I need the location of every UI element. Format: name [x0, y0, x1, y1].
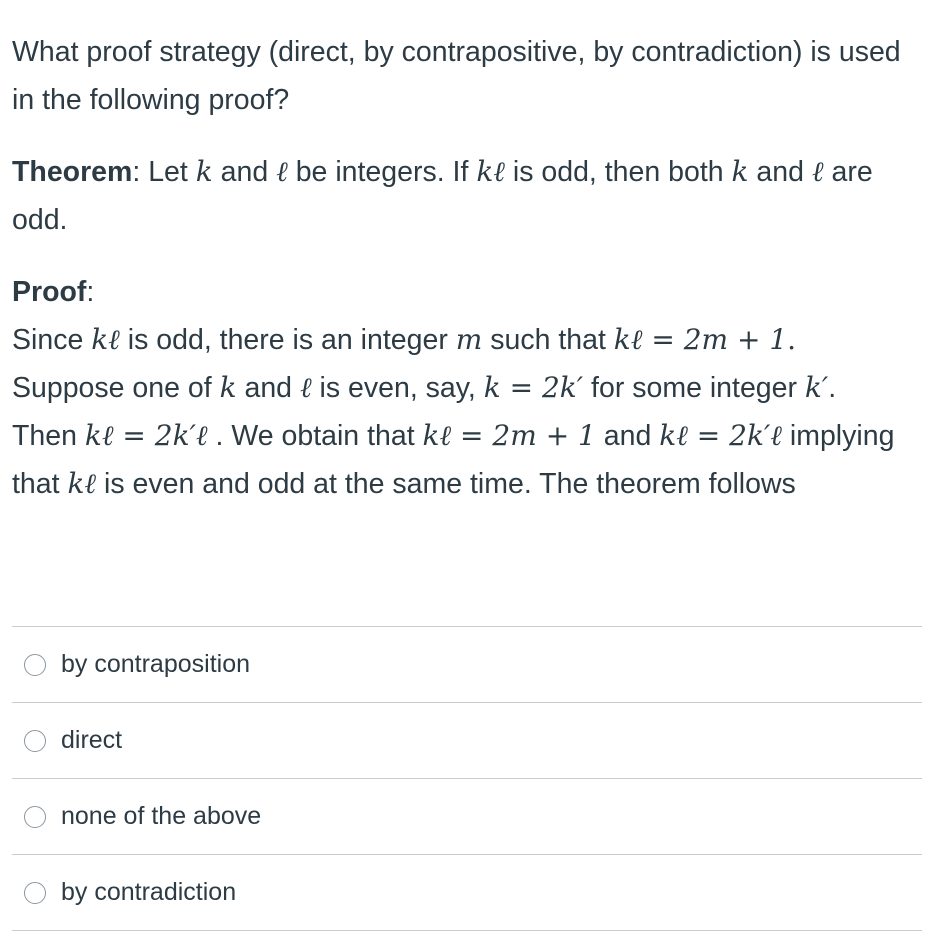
answer-list [12, 626, 922, 931]
answer-option-contradiction[interactable] [12, 855, 922, 931]
answer-label: direct [61, 726, 123, 754]
answer-option-direct[interactable] [12, 703, 922, 779]
radio-button-icon[interactable] [24, 730, 46, 752]
radio-button-icon[interactable] [24, 882, 46, 904]
answer-label: by contradiction [61, 878, 237, 906]
radio-button-icon[interactable] [24, 654, 46, 676]
answer-label: none of the above [61, 802, 262, 830]
answer-option-none[interactable] [12, 779, 922, 855]
question-prompt: What proof strategy (direct, by contrapositive, by contradiction) is used in the following proof? [12, 36, 901, 116]
answer-label: by contraposition [61, 650, 251, 678]
proof-heading: Proof: [12, 276, 95, 308]
answer-option-contraposition[interactable] [12, 627, 922, 703]
question-text [12, 28, 927, 508]
theorem-label: Theorem [12, 156, 133, 188]
radio-button-icon[interactable] [24, 806, 46, 828]
theorem-statement: Theorem: Let k and ℓ be integers. If kℓ is odd, then both k and ℓ are odd. [12, 155, 873, 236]
proof-label: Proof [12, 276, 87, 308]
proof-body: Since kℓ is odd, there is an integer m such that kℓ = 2m + 1. Suppose one of k and ℓ is even, say, k = 2k′ for some integer k′. Then kℓ = 2k′ℓ . We obtain that kℓ = 2m + 1 and kℓ = 2k′ℓ implying that kℓ is even and odd at the same time. The theorem follows [12, 323, 895, 500]
